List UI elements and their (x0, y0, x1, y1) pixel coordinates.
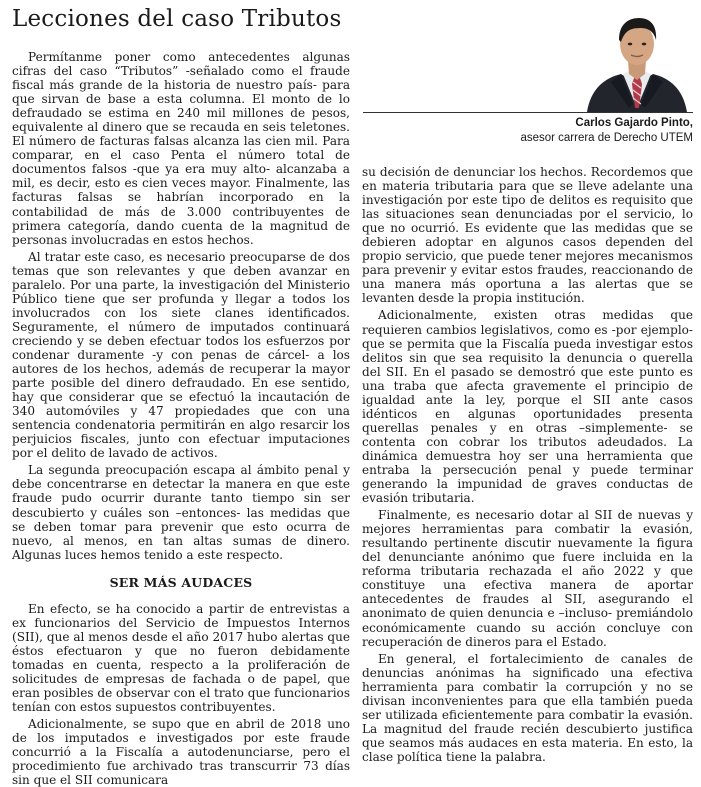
paragraph: En general, el fortalecimiento de canales de denuncias anónimas ha significado una efectiva herramienta para combatir la corrupción y no se divisan inconvenientes para que ella también pueda ser utilizada eficientemente para combatir la evasión. La magnitud del fraude recién descubierto justifica que seamos más audaces en esta materia. En esto, la clase política tiene la palabra. (362, 651, 693, 764)
byline-rule (363, 112, 693, 113)
paragraph: Finalmente, es necesario dotar al SII de nuevas y mejores herramientas para combatir la evasión, resultando pertinente discutir nuevamente la figura del denunciante anónimo que fuere incluida en la reforma tributaria rechazada el año 2022 y que constituye una efectiva manera de aportar antecedentes de fraudes al SII, asegurando el anonimato de quien denuncia e –incluso- premiándolo económicamente cuando su acción concluye con recuperación de dineros para el Estado. (362, 508, 693, 649)
paragraph: Adicionalmente, se supo que en abril de 2018 uno de los imputados e investigados por este fraude concurrió a la Fiscalía a autodenunciarse, pero el procedimiento fue archivado tras transcurrir 73 días sin que el SII comunicara (12, 717, 350, 787)
paragraph: Al tratar este caso, es necesario preocuparse de dos temas que son relevantes y que deben avanzar en paralelo. Por una parte, la investigación del Ministerio Público tiene que ser profunda y llegar a todos los involucrados con los siete clanes identificados. Seguramente, el número de imputados continuará creciendo y se deben efectuar todos los esfuerzos por condenar duramente -y con penas de cárcel- a los autores de los hechos, además de recuperar la mayor parte posible del dinero defraudado. En ese sentido, hay que considerar que se efectuó la incautación de 340 automóviles y 47 propiedades que con una sentencia condenatoria permitirán en algo resarcir los perjuicios fiscales, junto con efectuar imputaciones por el delito de lavado de activos. (12, 249, 350, 461)
paragraph: La segunda preocupación escapa al ámbito penal y debe concentrarse en detectar la manera en que este fraude pudo ocurrir durante tanto tiempo sin ser descubierto y cuáles son –entonces- las medidas que se deben tomar para prevenir que esto ocurra de nuevo, al menos, en tan altas sumas de dinero. Algunas luces hemos tenido a este respecto. (12, 463, 350, 562)
byline (373, 116, 693, 146)
paragraph: En efecto, se ha conocido a partir de entrevistas a ex funcionarios del Servicio de Impuestos Internos (SII), que al menos desde el año 2017 hubo alertas que éstos efectuaron y que no fueron debidamente tomadas en cuenta, respecto a la proliferación de solicitudes de empresas de fachada o de papel, que eran posibles de observar con el trato que funcionarios tenían con estos supuestos contribuyentes. (12, 601, 350, 715)
author-role: asesor carrera de Derecho UTEM (520, 132, 693, 144)
paragraph: Permítanme poner como antecedentes algunas cifras del caso “Tributos” -señalado como el fraude fiscal más grande de la historia de nuestro país- para que sirvan de base a esta columna. El monto de lo defraudado se estima en 240 mil millones de pesos, equivalente al dinero que se recauda en seis teletones. El número de facturas falsas alcanza las cien mil. Para comparar, en el caso Penta el número total de documentos falsos -que ya era muy alto- alcanzaba a mil, es decir, esto es cien veces mayor. Finalmente, las facturas falsas se habrían incorporado en la contabilidad de más de 3.000 contribuyentes de primera categoría, dando cuenta de la magnitud de personas involucradas en estos hechos. (12, 50, 350, 247)
right-column (362, 165, 693, 764)
author-name: Carlos Gajardo Pinto, (575, 117, 693, 129)
author-photo (581, 8, 693, 112)
section-subheading: SER MÁS AUDACES (109, 574, 253, 590)
paragraph: su decisión de denunciar los hechos. Recordemos que en materia tributaria para que se lleve adelante una investigación por este tipo de delitos es requisito que las situaciones sean denunciadas por el servicio, lo que no ocurrió. Es evidente que las medidas que se debieren adoptar en algunos casos dependen del propio servicio, que puede tener mejores mecanismos para prevenir y evitar estos fraudes, reaccionando de una manera más oportuna a las alertas que se levanten desde la propia institución. (362, 165, 693, 306)
article-title: Lecciones del caso Tributos (12, 6, 342, 32)
author-portrait-image (581, 8, 693, 112)
left-column (12, 50, 350, 787)
paragraph: Adicionalmente, existen otras medidas que requieren cambios legislativos, como es -por ejemplo- que se permita que la Fiscalía pueda investigar estos delitos sin que sea requisito la denuncia o querella del SII. En el pasado se demostró que este punto es una traba que afecta gravemente el principio de igualdad ante la ley, porque el SII ante casos idénticos en algunas oportunidades presenta querellas penales y en otras –simplemente- se contenta con cobrar los tributos adeudados. La dinámica demuestra hoy ser una herramienta que entraba la persecución penal y puede terminar generando la impunidad de graves conductas de evasión tributaria. (362, 308, 693, 506)
